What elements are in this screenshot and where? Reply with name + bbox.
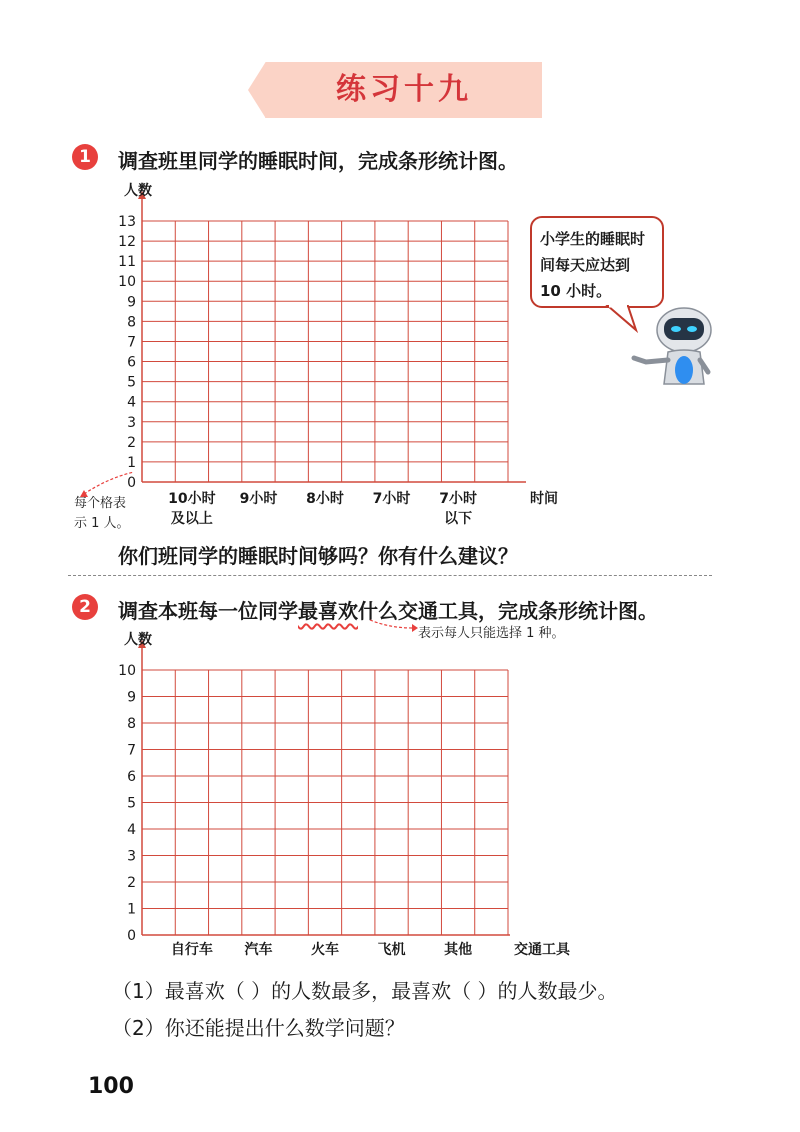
choice-annotation: 表示每人只能选择 1 种。 bbox=[418, 626, 565, 641]
grid-unit-note-line-2: 示 1 人。 bbox=[74, 516, 130, 531]
y-axis-label: 人数 bbox=[124, 632, 152, 648]
y-tick-label: 6 bbox=[127, 354, 136, 371]
question-2-number: 2 bbox=[72, 594, 98, 620]
x-tick-label: 汽车 bbox=[244, 942, 273, 958]
y-tick-label: 11 bbox=[118, 254, 136, 271]
y-tick-label: 4 bbox=[127, 394, 136, 411]
y-tick-label: 6 bbox=[127, 769, 136, 785]
y-tick-label: 10 bbox=[118, 663, 136, 679]
y-tick-label: 0 bbox=[127, 475, 136, 491]
robot-speech-text: 小学生的睡眠时间每天应达到 10 小时。 bbox=[540, 230, 646, 300]
y-tick-label: 0 bbox=[127, 928, 136, 944]
y-tick-label: 1 bbox=[127, 901, 136, 918]
question-2-highlight: 最喜欢 bbox=[298, 599, 358, 623]
x-tick-label: 其他 bbox=[444, 942, 473, 958]
x-tick-label: 9小时 bbox=[239, 491, 278, 507]
y-tick-label: 8 bbox=[127, 314, 136, 331]
question-2-text-end: 什么交通工具，完成条形统计图。 bbox=[358, 599, 658, 623]
grid-unit-note-line-1: 每个格表 bbox=[74, 496, 127, 511]
y-tick-label: 13 bbox=[118, 214, 136, 230]
y-tick-label: 8 bbox=[127, 716, 136, 732]
x-tick-label: 火车 bbox=[311, 942, 339, 958]
question-1-number: 1 bbox=[72, 144, 98, 170]
y-tick-label: 3 bbox=[127, 848, 136, 865]
y-tick-label: 2 bbox=[127, 434, 136, 451]
x-tick-label: 7小时 bbox=[439, 491, 477, 507]
y-tick-label: 12 bbox=[118, 234, 136, 251]
x-tick-label: 7小时 bbox=[372, 491, 411, 507]
y-tick-label: 10 bbox=[118, 274, 136, 291]
x-tick-label: 8小时 bbox=[306, 491, 344, 507]
y-tick-label: 2 bbox=[127, 875, 136, 891]
x-axis-label: 时间 bbox=[530, 491, 558, 507]
y-tick-label: 1 bbox=[127, 454, 136, 471]
question-2-sub-1: （1）最喜欢（ ）的人数最多，最喜欢（ ）的人数最少。 bbox=[112, 979, 618, 1003]
question-2-sub-2: （2）你还能提出什么数学问题？ bbox=[112, 1016, 405, 1040]
y-tick-label: 9 bbox=[127, 294, 136, 311]
x-tick-label: 自行车 bbox=[170, 942, 213, 958]
y-tick-label: 9 bbox=[127, 689, 136, 706]
y-axis-label: 人数 bbox=[124, 183, 152, 199]
x-tick-label: 以下 bbox=[444, 511, 473, 527]
question-1-followup: 你们班同学的睡眠时间够吗？你有什么建议？ bbox=[118, 544, 518, 568]
y-tick-label: 3 bbox=[127, 414, 136, 431]
question-2-text-start: 调查本班每一位同学 bbox=[118, 599, 298, 623]
page-number: 100 bbox=[88, 1074, 134, 1099]
x-tick-label: 飞机 bbox=[377, 942, 406, 958]
y-tick-label: 5 bbox=[127, 374, 136, 391]
page-title: 练习十九 bbox=[336, 72, 472, 107]
x-tick-label: 10小时 bbox=[168, 491, 216, 507]
x-tick-label: 及以上 bbox=[170, 511, 213, 527]
y-tick-label: 7 bbox=[127, 742, 136, 759]
question-1-text: 调查班里同学的睡眠时间，完成条形统计图。 bbox=[118, 149, 518, 173]
y-tick-label: 5 bbox=[127, 795, 136, 812]
y-tick-label: 7 bbox=[127, 334, 136, 351]
y-tick-label: 4 bbox=[127, 822, 136, 838]
x-axis-label: 交通工具 bbox=[514, 942, 570, 958]
